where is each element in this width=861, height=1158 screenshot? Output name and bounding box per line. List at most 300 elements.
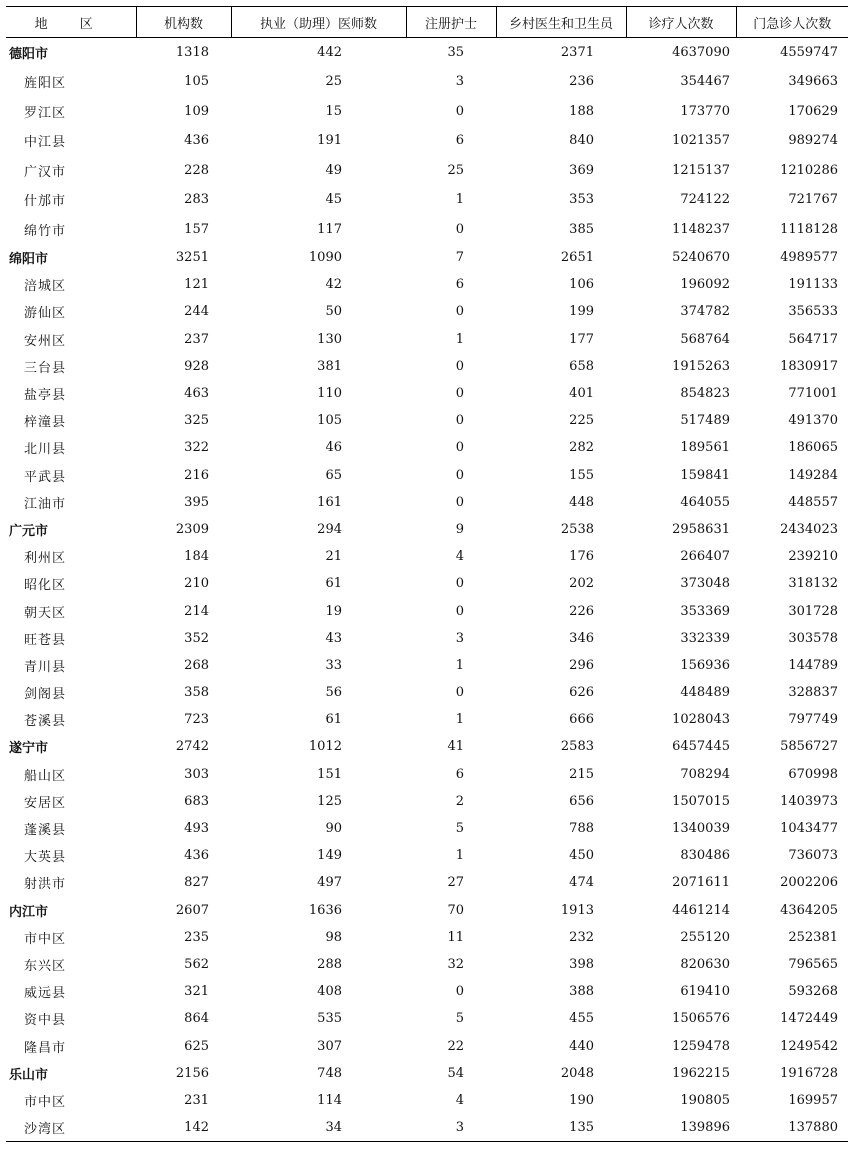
district-row (6, 380, 848, 407)
outpatient-visits-value: 144789 (788, 657, 838, 673)
area-name: 东兴区 (24, 958, 67, 974)
area-name: 绵竹市 (24, 223, 67, 239)
village-doctors-value: 199 (569, 304, 594, 320)
institutions-value: 214 (184, 603, 209, 619)
area-name: 朝天区 (24, 605, 67, 621)
physicians-value: 535 (317, 1011, 342, 1027)
area-name: 盐亭县 (24, 388, 67, 404)
district-row (6, 326, 848, 353)
nurses-value: 54 (447, 1065, 464, 1081)
area-name: 罗江区 (24, 105, 67, 121)
visits-value: 1259478 (672, 1038, 730, 1054)
visits-value: 2958631 (672, 521, 730, 537)
district-row (6, 215, 848, 245)
visits-value: 1507015 (672, 793, 730, 809)
outpatient-visits-value: 736073 (788, 848, 838, 864)
area-name: 三台县 (24, 360, 67, 376)
area-name: 市中区 (24, 1094, 67, 1110)
area-name: 船山区 (24, 768, 67, 784)
outpatient-visits-value: 564717 (788, 331, 838, 347)
nurses-value: 27 (447, 875, 464, 891)
nurses-value: 6 (455, 766, 464, 782)
district-row (6, 652, 848, 679)
institutions-value: 928 (184, 358, 209, 374)
outpatient-visits-value: 4559747 (780, 45, 838, 60)
nurses-value: 9 (455, 521, 464, 537)
outpatient-visits-value: 149284 (788, 467, 838, 483)
nurses-value: 1 (455, 657, 464, 673)
nurses-value: 0 (455, 603, 464, 619)
visits-value: 353369 (680, 603, 730, 619)
district-row (6, 271, 848, 298)
visits-value: 190805 (680, 1092, 730, 1108)
institutions-value: 3251 (175, 250, 209, 266)
physicians-value: 21 (325, 549, 342, 565)
nurses-value: 0 (455, 304, 464, 320)
district-row (6, 842, 848, 869)
outpatient-visits-value: 1210286 (780, 162, 838, 178)
physicians-value: 90 (325, 821, 342, 837)
village-doctors-value: 440 (569, 1038, 594, 1054)
institutions-value: 2309 (175, 521, 209, 537)
visits-value: 4637090 (672, 45, 730, 60)
institutions-value: 321 (184, 984, 209, 1000)
nurses-value: 0 (455, 358, 464, 374)
district-row (6, 924, 848, 951)
outpatient-visits-value: 1249542 (780, 1038, 838, 1054)
outpatient-visits-value: 356533 (788, 304, 838, 320)
village-doctors-value: 369 (569, 162, 594, 178)
area-name: 乐山市 (9, 1067, 49, 1083)
header-physicians: 执业（助理）医师数 (231, 7, 406, 38)
area-name: 安州区 (24, 333, 67, 349)
district-row (6, 978, 848, 1005)
outpatient-visits-value: 303578 (788, 630, 838, 646)
village-doctors-value: 215 (569, 766, 594, 782)
village-doctors-value: 388 (569, 984, 594, 1000)
institutions-value: 723 (184, 712, 209, 728)
nurses-value: 0 (455, 576, 464, 592)
visits-value: 1340039 (672, 821, 730, 837)
district-row (6, 788, 848, 815)
visits-value: 1215137 (672, 162, 730, 178)
area-name: 什邡市 (24, 194, 67, 210)
area-name: 中江县 (24, 135, 67, 151)
visits-value: 6457445 (672, 739, 730, 755)
institutions-value: 325 (184, 413, 209, 429)
city-row (6, 1060, 848, 1087)
visits-value: 266407 (680, 549, 730, 565)
area-name: 游仙区 (24, 306, 67, 322)
physicians-value: 65 (325, 467, 342, 483)
physicians-value: 56 (325, 685, 342, 701)
village-doctors-value: 346 (569, 630, 594, 646)
visits-value: 139896 (626, 1114, 736, 1141)
area-name: 利州区 (24, 551, 67, 567)
district-row (6, 126, 848, 156)
physicians-value: 497 (317, 875, 342, 891)
district-row (6, 679, 848, 706)
visits-value: 196092 (680, 277, 730, 293)
visits-value: 619410 (680, 984, 730, 1000)
nurses-value: 0 (455, 984, 464, 1000)
physicians-value: 105 (317, 413, 342, 429)
area-name: 资中县 (24, 1013, 67, 1029)
institutions-value: 827 (184, 875, 209, 891)
physicians-value: 33 (325, 657, 342, 673)
nurses-value: 0 (455, 685, 464, 701)
institutions-value: 683 (184, 793, 209, 809)
area-name: 剑阁县 (24, 687, 67, 703)
district-row (6, 1005, 848, 1032)
area-name: 威远县 (24, 986, 67, 1002)
village-doctors-value: 656 (569, 793, 594, 809)
district-row (6, 298, 848, 325)
header-area: 地 区 (6, 7, 136, 38)
visits-value: 708294 (680, 766, 730, 782)
physicians-value: 42 (325, 277, 342, 293)
village-doctors-value: 106 (569, 277, 594, 293)
institutions-value: 210 (184, 576, 209, 592)
outpatient-visits-value: 1043477 (780, 821, 838, 837)
institutions-value: 283 (184, 192, 209, 208)
institutions-value: 231 (184, 1092, 209, 1108)
district-row (6, 462, 848, 489)
village-doctors-value: 666 (569, 712, 594, 728)
village-doctors-value: 2583 (560, 739, 594, 755)
area-name: 北川县 (24, 442, 67, 458)
area-name: 旺苍县 (24, 632, 67, 648)
city-row (6, 516, 848, 543)
physicians-value: 130 (317, 331, 342, 347)
nurses-value: 0 (455, 221, 464, 237)
outpatient-visits-value: 170629 (788, 103, 838, 119)
village-doctors-value: 450 (569, 848, 594, 864)
institutions-value: 463 (184, 386, 209, 402)
village-doctors-value: 448 (569, 494, 594, 510)
header-visits: 诊疗人次数 (626, 7, 736, 38)
outpatient-visits-value: 169957 (788, 1092, 838, 1108)
village-doctors-value: 474 (569, 875, 594, 891)
village-doctors-value: 188 (569, 103, 594, 119)
nurses-value: 25 (447, 162, 464, 178)
visits-value: 189561 (680, 440, 730, 456)
visits-value: 255120 (680, 929, 730, 945)
outpatient-visits-value: 1472449 (780, 1011, 838, 1027)
physicians-value: 19 (325, 603, 342, 619)
area-name: 旌阳区 (24, 76, 67, 92)
institutions-value: 493 (184, 821, 209, 837)
district-row (6, 434, 848, 461)
physicians-value: 49 (325, 162, 342, 178)
physicians-value: 61 (325, 712, 342, 728)
outpatient-visits-value: 2434023 (780, 521, 838, 537)
outpatient-visits-value: 1916728 (780, 1065, 838, 1081)
physicians-value: 114 (317, 1092, 342, 1108)
outpatient-visits-value: 2002206 (780, 875, 838, 891)
physicians-value: 46 (325, 440, 342, 456)
village-doctors-value: 236 (569, 74, 594, 90)
village-doctors-value: 225 (569, 413, 594, 429)
outpatient-visits-value: 491370 (788, 413, 838, 429)
physicians-value: 15 (325, 103, 342, 119)
physicians-value: 98 (325, 929, 342, 945)
physicians-value: 61 (325, 576, 342, 592)
area-name: 广汉市 (24, 164, 67, 180)
district-row (6, 185, 848, 215)
outpatient-visits-value: 4989577 (780, 250, 838, 266)
nurses-value: 1 (455, 848, 464, 864)
institutions-value: 352 (184, 630, 209, 646)
outpatient-visits-value: 1403973 (780, 793, 838, 809)
institutions-value: 121 (184, 277, 209, 293)
area-name: 隆昌市 (24, 1040, 67, 1056)
nurses-value: 41 (447, 739, 464, 755)
area-name: 沙湾区 (6, 1114, 136, 1141)
visits-value: 1148237 (672, 221, 730, 237)
physicians-value: 307 (317, 1038, 342, 1054)
nurses-value: 70 (447, 902, 464, 918)
physicians-value: 110 (317, 386, 342, 402)
visits-value: 1915263 (672, 358, 730, 374)
village-doctors-value: 353 (569, 192, 594, 208)
outpatient-visits-value: 186065 (788, 440, 838, 456)
village-doctors-value: 202 (569, 576, 594, 592)
physicians-value: 151 (317, 766, 342, 782)
physicians-value: 1012 (308, 739, 342, 755)
district-row (6, 706, 848, 733)
visits-value: 464055 (680, 494, 730, 510)
outpatient-visits-value: 989274 (788, 133, 838, 149)
district-row (6, 815, 848, 842)
village-doctors-value: 2048 (560, 1065, 594, 1081)
area-name: 内江市 (9, 904, 49, 920)
village-doctors-value: 455 (569, 1011, 594, 1027)
visits-value: 354467 (680, 74, 730, 90)
district-row (6, 489, 848, 516)
institutions-value: 2742 (175, 739, 209, 755)
outpatient-visits-value: 797749 (788, 712, 838, 728)
header-nurses: 注册护士 (406, 7, 496, 38)
visits-value: 830486 (680, 848, 730, 864)
table-header (6, 7, 848, 38)
district-row (6, 407, 848, 434)
outpatient-visits-value: 796565 (788, 956, 838, 972)
visits-value: 332339 (680, 630, 730, 646)
district-row (6, 156, 848, 186)
visits-value: 156936 (680, 657, 730, 673)
visits-value: 4461214 (672, 902, 730, 918)
city-row (6, 38, 848, 68)
village-doctors-value: 2538 (560, 521, 594, 537)
district-row (6, 97, 848, 127)
village-doctors-value: 190 (569, 1092, 594, 1108)
institutions-value: 109 (184, 103, 209, 119)
outpatient-visits-value: 318132 (788, 576, 838, 592)
area-name: 安居区 (24, 795, 67, 811)
village-doctors-value: 176 (569, 549, 594, 565)
physicians-value: 50 (325, 304, 342, 320)
institutions-value: 625 (184, 1038, 209, 1054)
area-name: 德阳市 (9, 47, 49, 62)
outpatient-visits-value: 137880 (736, 1114, 848, 1141)
district-row (6, 597, 848, 624)
nurses-value: 1 (455, 712, 464, 728)
institutions-value: 105 (184, 74, 209, 90)
header-village-doctors: 乡村医生和卫生员 (496, 7, 626, 38)
area-name: 青川县 (24, 659, 67, 675)
visits-value: 373048 (680, 576, 730, 592)
village-doctors-value: 1913 (560, 902, 594, 918)
institutions-value: 184 (184, 549, 209, 565)
institutions-value: 216 (184, 467, 209, 483)
visits-value: 854823 (680, 386, 730, 402)
area-name: 广元市 (9, 523, 49, 539)
physicians-value: 1636 (308, 902, 342, 918)
district-row (6, 353, 848, 380)
physicians-value: 294 (317, 521, 342, 537)
nurses-value: 0 (455, 413, 464, 429)
physicians-value: 408 (317, 984, 342, 1000)
physicians-value: 149 (317, 848, 342, 864)
nurses-value: 6 (455, 277, 464, 293)
institutions-value: 395 (184, 494, 209, 510)
district-row (6, 625, 848, 652)
nurses-value: 32 (447, 956, 464, 972)
institutions-value: 1318 (175, 45, 209, 60)
nurses-value: 35 (447, 45, 464, 60)
village-doctors-value: 626 (569, 685, 594, 701)
physicians-value: 43 (325, 630, 342, 646)
physicians-value: 381 (317, 358, 342, 374)
nurses-value: 5 (455, 1011, 464, 1027)
outpatient-visits-value: 721767 (788, 192, 838, 208)
institutions-value: 244 (184, 304, 209, 320)
village-doctors-value: 177 (569, 331, 594, 347)
district-row (6, 1087, 848, 1114)
outpatient-visits-value: 670998 (788, 766, 838, 782)
visits-value: 724122 (680, 192, 730, 208)
outpatient-visits-value: 328837 (788, 685, 838, 701)
header-row (6, 7, 848, 38)
district-row (6, 951, 848, 978)
visits-value: 1021357 (672, 133, 730, 149)
institutions-value: 562 (184, 956, 209, 972)
physicians-value: 442 (317, 45, 342, 60)
outpatient-visits-value: 5856727 (780, 739, 838, 755)
nurses-value: 5 (455, 821, 464, 837)
physicians-value: 34 (231, 1114, 406, 1141)
visits-value: 374782 (680, 304, 730, 320)
institutions-value: 2156 (175, 1065, 209, 1081)
district-row (6, 1032, 848, 1059)
outpatient-visits-value: 239210 (788, 549, 838, 565)
village-doctors-value: 840 (569, 133, 594, 149)
village-doctors-value: 2651 (560, 250, 594, 266)
nurses-value: 3 (455, 630, 464, 646)
nurses-value: 11 (447, 929, 464, 945)
area-name: 苍溪县 (24, 714, 67, 730)
institutions-value: 303 (184, 766, 209, 782)
institutions-value: 436 (184, 133, 209, 149)
physicians-value: 1090 (308, 250, 342, 266)
nurses-value: 0 (455, 103, 464, 119)
nurses-value: 4 (455, 549, 464, 565)
visits-value: 820630 (680, 956, 730, 972)
village-doctors-value: 385 (569, 221, 594, 237)
institutions-value: 237 (184, 331, 209, 347)
area-name: 绵阳市 (9, 252, 49, 268)
area-name: 梓潼县 (24, 415, 67, 431)
village-doctors-value: 658 (569, 358, 594, 374)
village-doctors-value: 401 (569, 386, 594, 402)
village-doctors-value: 155 (569, 467, 594, 483)
physicians-value: 117 (317, 221, 342, 237)
village-doctors-value: 788 (569, 821, 594, 837)
nurses-value: 0 (455, 440, 464, 456)
village-doctors-value: 282 (569, 440, 594, 456)
outpatient-visits-value: 191133 (788, 277, 838, 293)
visits-value: 448489 (680, 685, 730, 701)
physicians-value: 748 (317, 1065, 342, 1081)
village-doctors-value: 296 (569, 657, 594, 673)
district-row (6, 67, 848, 97)
nurses-value: 0 (455, 467, 464, 483)
nurses-value: 6 (455, 133, 464, 149)
visits-value: 568764 (680, 331, 730, 347)
district-row (6, 869, 848, 896)
physicians-value: 125 (317, 793, 342, 809)
institutions-value: 228 (184, 162, 209, 178)
outpatient-visits-value: 771001 (788, 386, 838, 402)
nurses-value: 0 (455, 494, 464, 510)
visits-value: 159841 (680, 467, 730, 483)
area-name: 江油市 (24, 496, 67, 512)
village-doctors-value: 232 (569, 929, 594, 945)
area-name: 涪城区 (24, 279, 67, 295)
area-name: 蓬溪县 (24, 823, 67, 839)
outpatient-visits-value: 4364205 (780, 902, 838, 918)
visits-value: 173770 (680, 103, 730, 119)
visits-value: 1028043 (672, 712, 730, 728)
institutions-value: 864 (184, 1011, 209, 1027)
outpatient-visits-value: 593268 (788, 984, 838, 1000)
nurses-value: 1 (455, 192, 464, 208)
district-row (6, 1114, 848, 1141)
physicians-value: 288 (317, 956, 342, 972)
physicians-value: 161 (317, 494, 342, 510)
nurses-value: 3 (406, 1114, 496, 1141)
institutions-value: 157 (184, 221, 209, 237)
outpatient-visits-value: 349663 (788, 74, 838, 90)
institutions-value: 322 (184, 440, 209, 456)
nurses-value: 22 (447, 1038, 464, 1054)
table-body (6, 38, 848, 1142)
nurses-value: 4 (455, 1092, 464, 1108)
institutions-value: 2607 (175, 902, 209, 918)
district-row (6, 761, 848, 788)
institutions-value: 436 (184, 848, 209, 864)
visits-value: 517489 (680, 413, 730, 429)
nurses-value: 0 (455, 386, 464, 402)
area-name: 大英县 (24, 850, 67, 866)
institutions-value: 358 (184, 685, 209, 701)
outpatient-visits-value: 301728 (788, 603, 838, 619)
outpatient-visits-value: 1830917 (780, 358, 838, 374)
village-doctors-value: 398 (569, 956, 594, 972)
statistics-table (6, 6, 848, 1142)
header-outpatient-visits: 门急诊人次数 (736, 7, 848, 38)
